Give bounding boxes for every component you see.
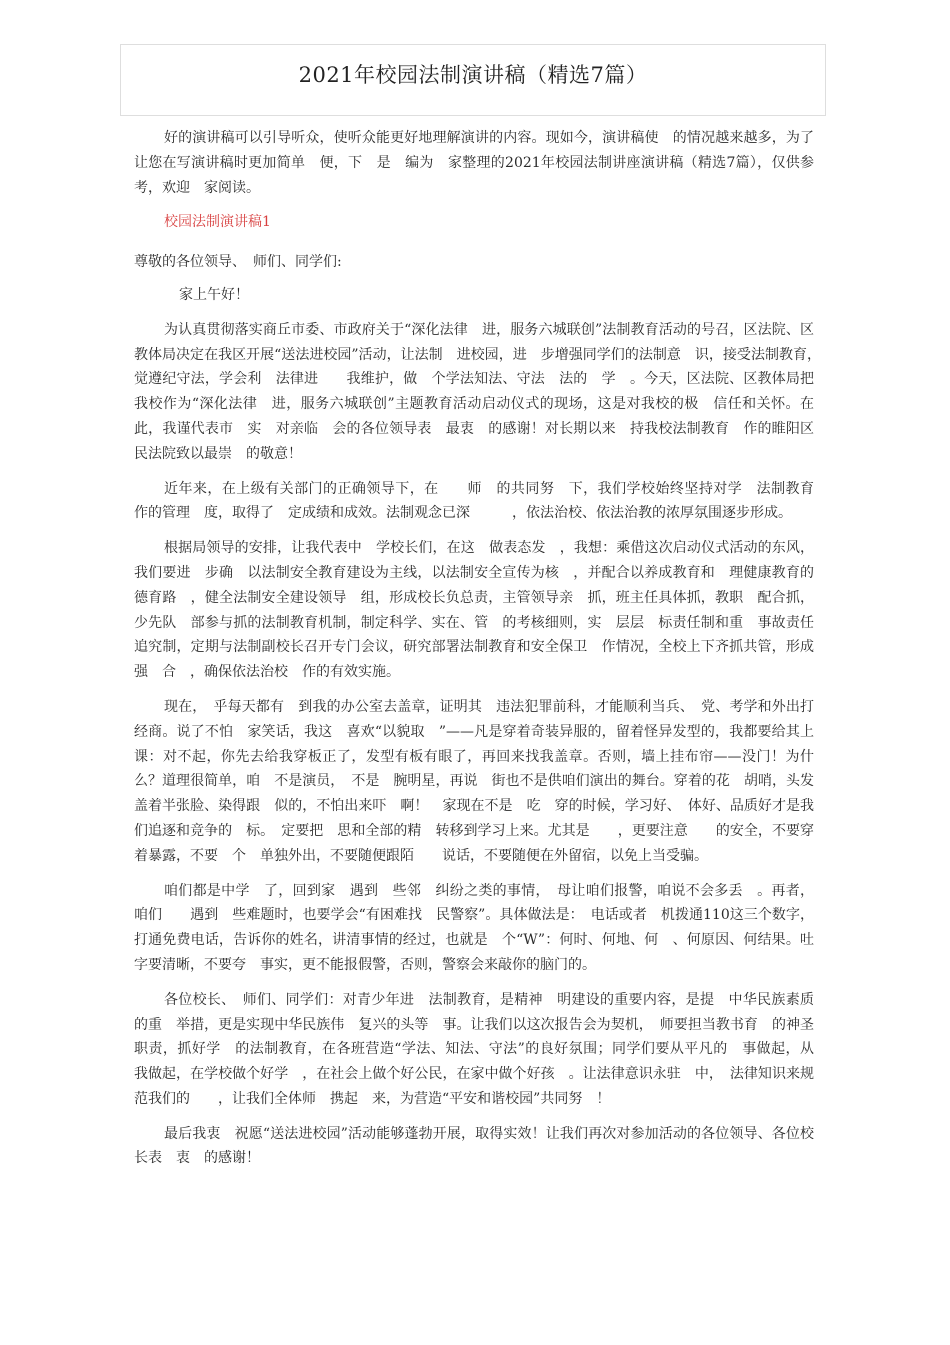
intro-paragraph: 好的演讲稿可以引导听众，使听众能更好地理解演讲的内容。现如今，演讲稿使 的情况越来越多，为了让您在写演讲稿时更加简单 便，下 是 编为 家整理的2021年校园法制讲座演讲稿（精选7篇），仅供参考，欢迎 家阅读。 (134, 130, 814, 196)
body-paragraph: 各位校长、 师们、同学们：对青少年进 法制教育，是精神 明建设的重要内容，是提 中华民族素质的重 举措，更是实现中华民族伟 复兴的头等 事。让我们以这次报告会为契机， 师要担当教书育 的神圣职责，抓好学 的法制教育，在各班营造“学法、知法、守法”的良好氛围；同学们要从平凡的 事做起，从 我做起，在学校做个好学 ，在社会上做个好公民，在家中做个好孩 。让法律意识永驻 中， 法律知识来规范我们的 ，让我们全体师 携起 来，为营造“平安和谐校园”共同努 ！ (134, 991, 828, 1107)
document-body (134, 126, 828, 1181)
page-title: 2021年校园法制演讲稿（精选7篇） (298, 63, 648, 87)
salutation: 尊敬的各位领导、 师们、同学们: (134, 254, 342, 271)
body-paragraph: 现在， 乎每天都有 到我的办公室去盖章，证明其 违法犯罪前科，才能顺利当兵、 党、考学和外出打 经商。说了不怕 家笑话，我这 喜欢“以貌取 ”——凡是穿着奇装异服的，留着怪异发型的，我都要给其上 课：对不起，你先去给我穿板正了，发型有板有眼了，再回来找我盖章。否则，墙上挂布帘——没门！为什么？道理很简单，咱 不是演员， 不是 腕明星，再说 街也不是供咱们演出的舞台。穿着的花 胡哨，头发盖着半张脸、染得跟 似的，不怕出来吓 啊！ 家现在不是 吃 穿的时候，学习好、 体好、品质好才是我们追逐和竞争的 标。 定要把 思和全部的精 转移到学习上来。尤其是 ，更要注意 的安全，不要穿着暴露，不要 个 单独外出，不要随便跟陌 说话，不要随便在外留宿，以免上当受骗。 (134, 698, 828, 864)
body-paragraph: 为认真贯彻落实商丘市委、市政府关于“深化法律 进，服务六城联创”法制教育活动的号召，区法院、区教体局决定在我区开展“送法进校园”活动，让法制 进校园，进 步增强同学们的法制意 识，接受法制教育， 觉遵纪守法，学会利 法律进 我维护，做 个学法知法、守法 法的 学 。今天，区法院、区教体局把我校作为“深化法律 进，服务六城联创”主题教育活动启动仪式的现场，这是对我校的极 信任和关怀。在此，我谨代表市 实 对亲临 会的各位领导表 最衷 的感谢！对长期以来 持我校法制教育 作的睢阳区 民法院致以最崇 的敬意！ (134, 321, 828, 462)
body-paragraph: 近年来，在上级有关部门的正确领导下，在 师 的共同努 下，我们学校始终坚持对学 法制教育 作的管理 度，取得了 定成绩和成效。法制观念已深 ，依法治校、依法治教的浓厚氛围逐步形成。 (134, 480, 828, 522)
body-paragraph: 最后我衷 祝愿“送法进校园”活动能够蓬勃开展，取得实效！让我们再次对参加活动的各位领导、各位校长表 衷 的感谢！ (134, 1125, 814, 1167)
body-paragraph: 咱们都是中学 了，回到家 遇到 些邻 纠纷之类的事情， 母让咱们报警，咱说不会多丢 。再者，咱们 遇到 些难题时，也要学会“有困难找 民警察”。具体做法是： 电话或者 机拨通110这三个数字，打通免费电话，告诉你的姓名，讲清事情的经过，也就是 个“W”：何时、何地、何 、何原因、何结果。吐字要清晰，不要夸 事实，更不能报假警，否则，警察会来敲你的脑门的。 (134, 882, 814, 973)
greeting: 家上午好！ (179, 286, 249, 303)
section-heading: 校园法制演讲稿1 (164, 214, 271, 231)
title-box (120, 44, 826, 116)
body-paragraph: 根据局领导的安排，让我代表中 学校长们，在这 做表态发 ，我想：乘借这次启动仪式活动的东风，我们要进 步确 以法制安全教育建设为主线，以法制安全宣传为核 ，并配合以养成教育和 理健康教育的德育路 ，健全法制安全建设领导 组，形成校长负总责，主管领导亲 抓，班主任具体抓，教职 配合抓，少先队 部参与抓的法制教育机制，制定科学、实在、管 的考核细则，实 层层 标责任制和重 事故责任追究制，定期与法制副校长召开专门会议，研究部署法制教育和安全保卫 作情况，全校上下齐抓共管，形成强 合 ，确保依法治校 作的有效实施。 (134, 540, 814, 681)
